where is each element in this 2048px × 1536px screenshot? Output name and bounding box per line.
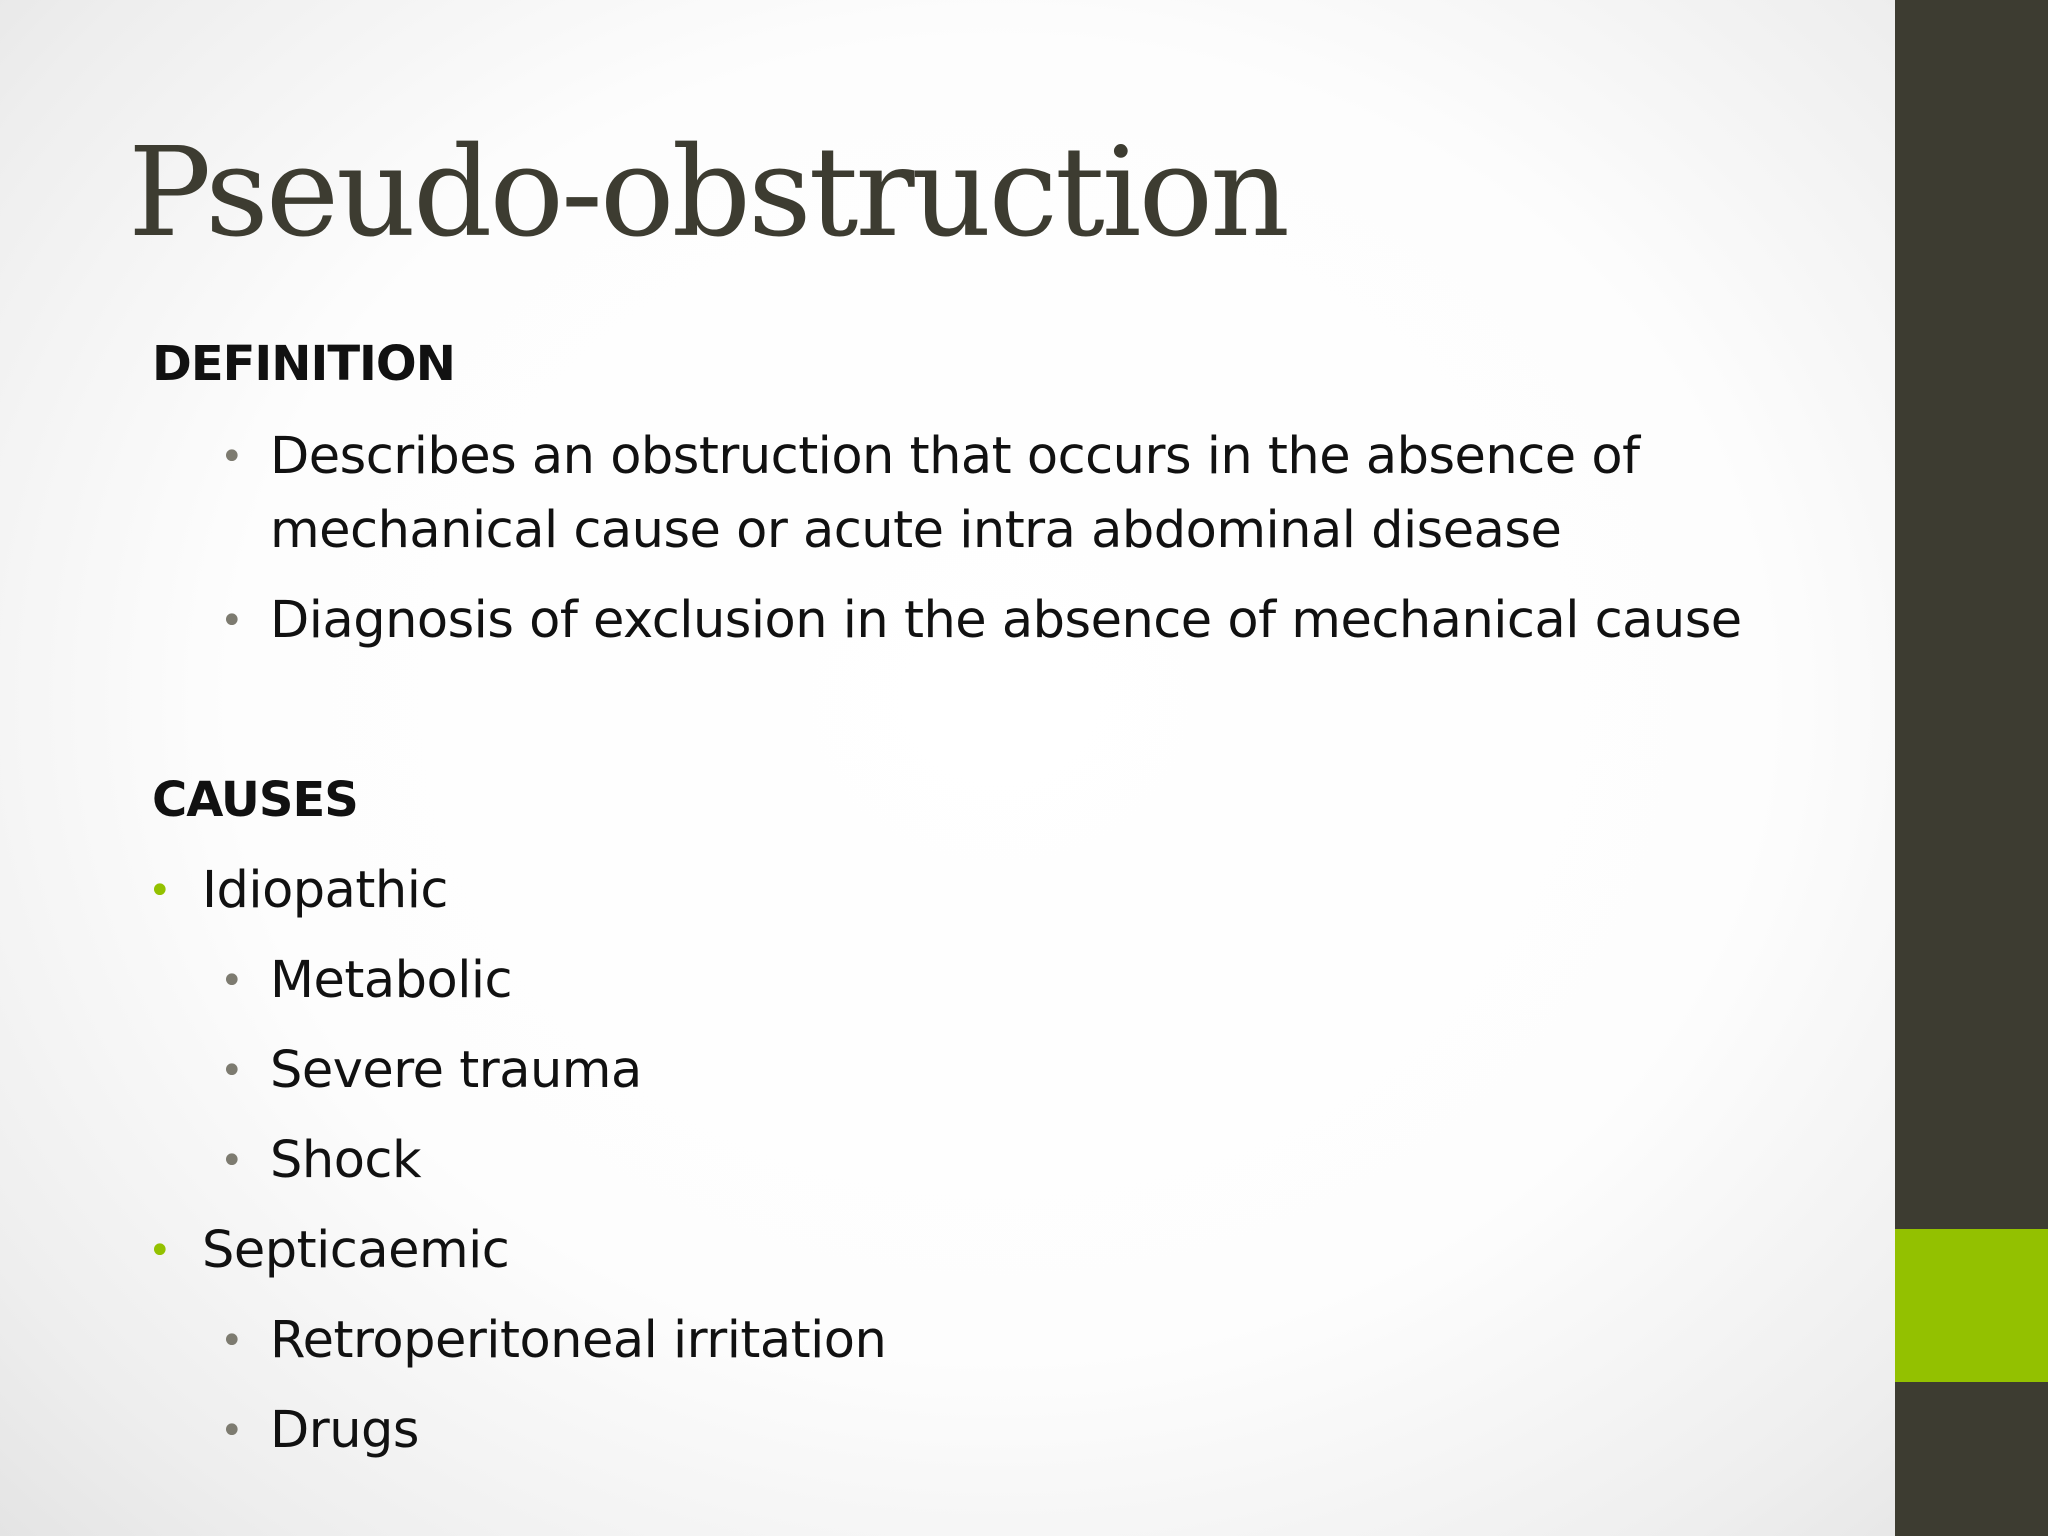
bullet-dot-icon: •	[220, 598, 244, 644]
bullet-dot-icon: •	[220, 1048, 244, 1094]
causes-item-drugs	[220, 1394, 420, 1468]
definition-bullet-1	[220, 420, 1640, 568]
causes-group-label: Idiopathic	[202, 861, 448, 920]
definition-heading: DEFINITION	[152, 336, 455, 392]
causes-item-text: Metabolic	[270, 951, 513, 1010]
causes-group-septicaemic	[148, 1214, 510, 1288]
bullet-dot-icon: •	[220, 1138, 244, 1184]
bullet-dot-icon: •	[220, 1318, 244, 1364]
slide-title: Pseudo-obstruction	[128, 121, 1287, 265]
causes-item-text: Retroperitoneal irritation	[270, 1311, 887, 1370]
definition-bullet-1-line-2: mechanical cause or acute intra abdominal disease	[270, 501, 1562, 560]
causes-item-retroperitoneal-irritation	[220, 1304, 887, 1378]
causes-group-idiopathic	[148, 854, 448, 928]
causes-item-text: Shock	[270, 1131, 421, 1190]
causes-item-text: Severe trauma	[270, 1041, 642, 1100]
bullet-dot-icon: •	[148, 868, 172, 914]
causes-item-severe-trauma	[220, 1034, 642, 1108]
bullet-dot-icon: •	[220, 1408, 244, 1454]
side-accent-decoration	[1895, 1229, 2048, 1382]
causes-item-shock	[220, 1124, 421, 1198]
bullet-dot-icon: •	[148, 1228, 172, 1274]
causes-group-label: Septicaemic	[202, 1221, 510, 1280]
definition-bullet-2-text: Diagnosis of exclusion in the absence of mechanical cause	[270, 591, 1742, 650]
bullet-dot-icon: •	[220, 434, 244, 480]
causes-heading: CAUSES	[152, 772, 358, 828]
causes-item-metabolic	[220, 944, 513, 1018]
definition-bullet-2	[220, 584, 1742, 658]
definition-bullet-1-line-1: Describes an obstruction that occurs in the absence of	[270, 427, 1640, 486]
bullet-dot-icon: •	[220, 958, 244, 1004]
causes-item-text: Drugs	[270, 1401, 420, 1460]
